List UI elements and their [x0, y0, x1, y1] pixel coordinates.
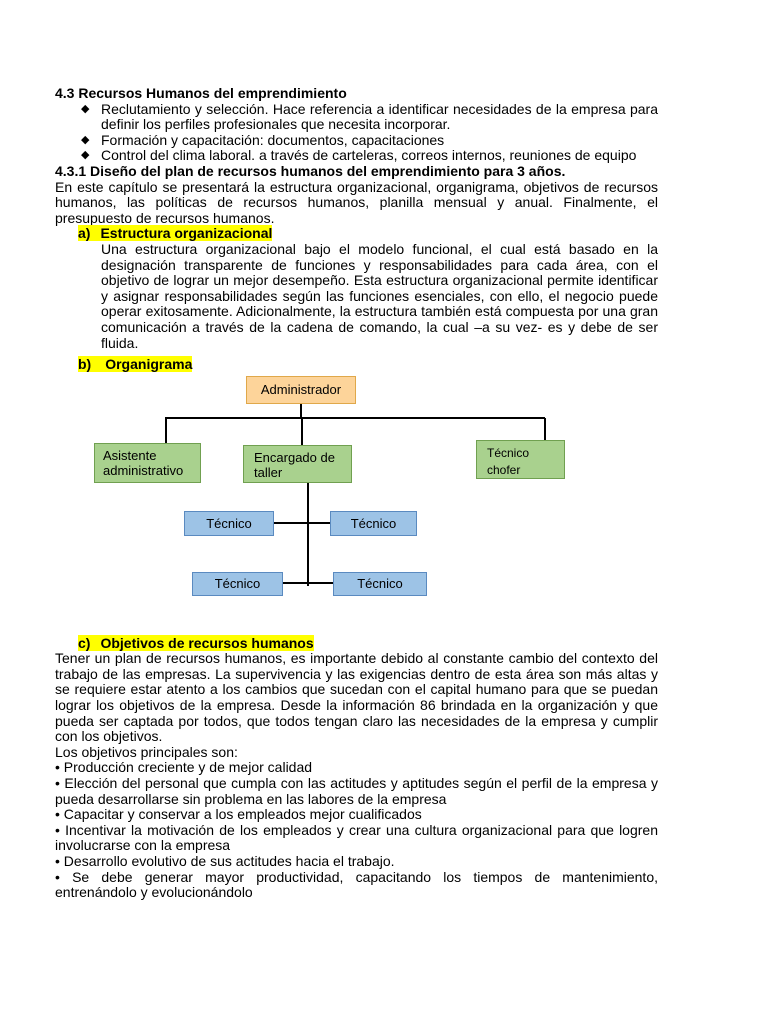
- intro-paragraph: En este capítulo se presentará la estructura organizacional, organigrama, objetivos de recursos humanos, las políticas de recursos humanos, planilla mensual y anual. Finalmente, el presupuesto de recursos humanos.: [55, 178, 658, 226]
- org-node-chofer: Técnico chofer: [476, 440, 565, 479]
- subsection-heading: 4.3.1 Diseño del plan de recursos humanos del emprendimiento para 3 años.: [55, 162, 566, 179]
- section-a-heading: [55, 226, 658, 242]
- org-node-encargado: Encargado de taller: [243, 445, 352, 483]
- document-page: [55, 86, 658, 901]
- diamond-bullet-icon: ◆: [81, 102, 90, 115]
- objective-item: • Producción creciente y de mejor calidad: [55, 759, 313, 776]
- diamond-bullet-icon: ◆: [81, 133, 90, 146]
- objective-item: • Incentivar la motivación de los empleados y crear una cultura organizacional para que logren involucrarse con la empresa: [55, 821, 658, 854]
- section-title: Organigrama: [105, 356, 193, 373]
- org-node-administrador: Administrador: [246, 376, 356, 404]
- section-letter: c): [78, 634, 91, 651]
- bullet-list: [55, 102, 658, 164]
- objectives-intro: Los objetivos principales son:: [55, 743, 238, 760]
- org-chart: [55, 373, 658, 636]
- org-chart-connectors: [55, 373, 658, 636]
- objective-item: • Capacitar y conservar a los empleados mejor cualificados: [55, 806, 422, 823]
- section-title: Estructura organizacional: [100, 225, 273, 242]
- section-letter: a): [78, 225, 91, 242]
- org-node-tecnico: Técnico: [333, 572, 427, 596]
- org-node-asistente: Asistente administrativo: [94, 443, 201, 483]
- list-item: ◆ Control del clima laboral. a través de carteleras, correos internos, reuniones de equipo: [81, 147, 637, 164]
- section-letter: b): [78, 356, 92, 373]
- section-c-paragraph: Tener un plan de recursos humanos, es importante debido al constante cambio del contexto del trabajo de las empresas. La supervivencia y las exigencias dentro de esta área son más altas y se requiere estar atento a los cambios que sucedan con el capital humano para que se puedan lograr los objetivos de la empresa. Desde la información 86 brindada en la organización y que pueda ser captada por todos, que todos tengan claro las necesidades de la empresa y cumplir con los objetivos.: [55, 650, 658, 745]
- objective-item: • Elección del personal que cumpla con las actitudes y aptitudes según el perfil de la empresa y pueda desarrollarse sin problema en las labores de la empresa: [55, 775, 658, 807]
- list-item: ◆ Formación y capacitación: documentos, capacitaciones: [81, 131, 445, 148]
- section-c-heading: [55, 636, 658, 652]
- section-title: Objetivos de recursos humanos: [100, 634, 314, 651]
- section-a-paragraph: Una estructura organizacional bajo el modelo funcional, el cual está basado en la designación transparente de funciones y responsabilidades para cada área, con el objetivo de lograr un mejor desempeño. Esta estructura organizacional permite identificar y asignar responsabilidades según las funciones esenciales, con ello, el negocio puede operar exitosamente. Adicionalmente, la estructura también está compuesta por una gran comunicación a través de la cadena de comando, la cual –a su vez- es y debe de ser fluida.: [101, 240, 658, 351]
- objective-item: • Desarrollo evolutivo de sus actitudes hacia el trabajo.: [55, 853, 395, 869]
- org-node-tecnico: Técnico: [330, 511, 417, 536]
- section-b-heading: [55, 357, 658, 373]
- org-node-tecnico: Técnico: [184, 511, 274, 536]
- diamond-bullet-icon: ◆: [81, 149, 90, 162]
- objective-item: • Se debe generar mayor productividad, capacitando los tiempos de mantenimiento, entrenándolo y evolucionándolo: [55, 868, 658, 901]
- org-node-tecnico: Técnico: [192, 572, 283, 596]
- list-item: ◆ Reclutamiento y selección. Hace referencia a identificar necesidades de la empresa para definir los perfiles profesionales que necesita incorporar.: [81, 100, 658, 133]
- section-heading: 4.3 Recursos Humanos del emprendimiento: [55, 85, 347, 101]
